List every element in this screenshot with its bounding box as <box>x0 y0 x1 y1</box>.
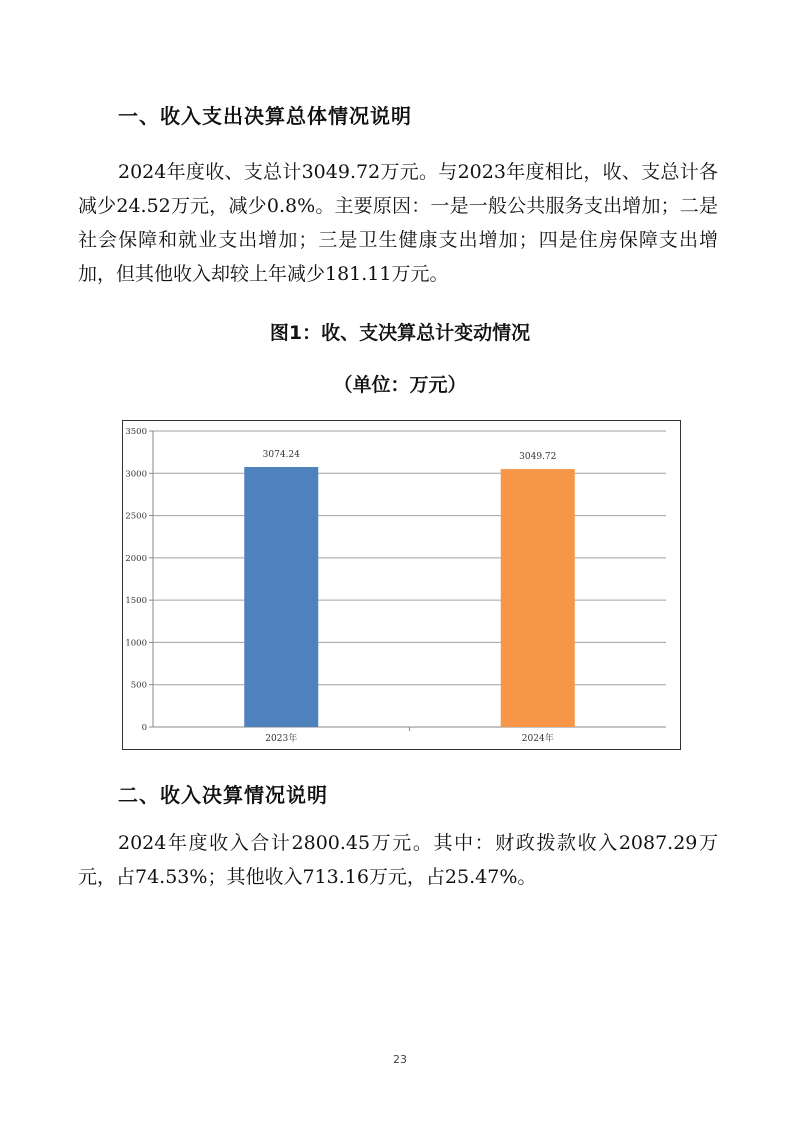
page-number: 23 <box>393 1053 407 1066</box>
y-tick-label: 3000 <box>125 469 147 480</box>
x-tick-label: 2024年 <box>521 734 554 744</box>
figure-unit: （单位：万元） <box>333 374 467 396</box>
data-label: 3074.24 <box>262 450 300 461</box>
y-tick-label: 2000 <box>125 553 147 564</box>
data-label: 3049.72 <box>519 452 557 463</box>
figure-title: 图1：收、支决算总计变动情况 <box>269 322 531 344</box>
y-tick-label: 3500 <box>125 427 147 437</box>
section2-heading: 二、收入决算情况说明 <box>118 783 328 807</box>
y-tick-label: 1500 <box>125 596 147 607</box>
y-tick-label: 500 <box>130 680 147 691</box>
section1-paragraph: 2024年度收、支总计3049.72万元。与2023年度相比，收、支总计各减少24.52万元，减少0.8%。主要原因：一是一般公共服务支出增加；二是社会保障和就业支出增加；三是卫生健康支出增加；四是住房保障支出增加，但其他收入却较上年减少181.11万元。 <box>78 161 718 285</box>
y-tick-label: 0 <box>141 723 147 733</box>
bar-1 <box>244 467 318 727</box>
bar-2 <box>501 469 575 727</box>
y-tick-label: 2500 <box>125 511 147 522</box>
section1-heading: 一、收入支出决算总体情况说明 <box>118 104 412 128</box>
chart-frame <box>122 420 681 750</box>
x-tick-label: 2023年 <box>265 734 298 744</box>
section2-paragraph: 2024年度收入合计2800.45万元。其中：财政拨款收入2087.29万元，占74.53%；其他收入713.16万元，占25.47%。 <box>78 832 718 888</box>
y-tick-label: 1000 <box>125 638 147 649</box>
bar-chart <box>123 421 679 748</box>
